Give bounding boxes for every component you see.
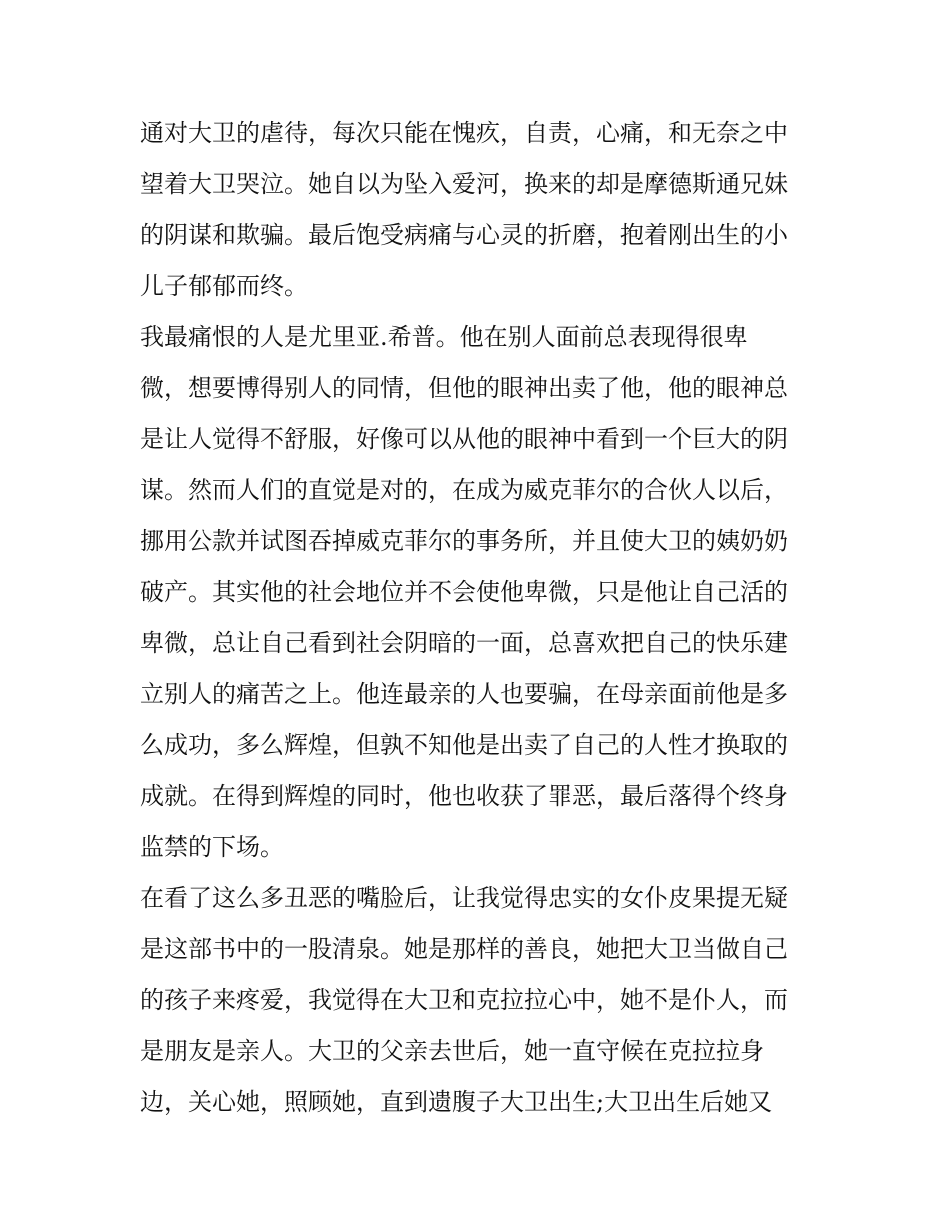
text-line: 微，想要博得别人的同情，但他的眼神出卖了他，他的眼神总 xyxy=(140,374,788,402)
text-line: 儿子郁郁而终。 xyxy=(140,272,308,300)
text-line: 成就。在得到辉煌的同时，他也收获了罪恶，最后落得个终身 xyxy=(140,782,788,810)
text-line: 的孩子来疼爱，我觉得在大卫和克拉拉心中，她不是仆人，而 xyxy=(140,986,788,1014)
text-line: 边，关心她，照顾她，直到遗腹子大卫出生;大卫出生后她又 xyxy=(140,1088,773,1116)
text-line: 是这部书中的一股清泉。她是那样的善良，她把大卫当做自己 xyxy=(140,935,788,963)
text-line: 在看了这么多丑恶的嘴脸后，让我觉得忠实的女仆皮果提无疑 xyxy=(140,884,788,912)
text-line: 监禁的下场。 xyxy=(140,833,284,861)
text-line: 谋。然而人们的直觉是对的，在成为威克菲尔的合伙人以后， xyxy=(140,476,788,504)
text-line: 卑微，总让自己看到社会阴暗的一面，总喜欢把自己的快乐建 xyxy=(140,629,788,657)
document-body xyxy=(140,108,840,1128)
text-line: 么成功，多么辉煌，但孰不知他是出卖了自己的人性才换取的 xyxy=(140,731,788,759)
text-line: 通对大卫的虐待，每次只能在愧疚，自责，心痛，和无奈之中 xyxy=(140,119,788,147)
text-line: 是朋友是亲人。大卫的父亲去世后，她一直守候在克拉拉身 xyxy=(140,1037,764,1065)
text-line: 破产。其实他的社会地位并不会使他卑微，只是他让自己活的 xyxy=(140,578,788,606)
text-line: 的阴谋和欺骗。最后饱受病痛与心灵的折磨，抱着刚出生的小 xyxy=(140,221,788,249)
text-line: 立别人的痛苦之上。他连最亲的人也要骗，在母亲面前他是多 xyxy=(140,680,788,708)
text-line: 挪用公款并试图吞掉威克菲尔的事务所，并且使大卫的姨奶奶 xyxy=(140,527,788,555)
text-line: 是让人觉得不舒服，好像可以从他的眼神中看到一个巨大的阴 xyxy=(140,425,788,453)
text-line: 望着大卫哭泣。她自以为坠入爱河，换来的却是摩德斯通兄妹 xyxy=(140,170,788,198)
text-line: 我最痛恨的人是尤里亚.希普。他在别人面前总表现得很卑 xyxy=(140,323,748,351)
